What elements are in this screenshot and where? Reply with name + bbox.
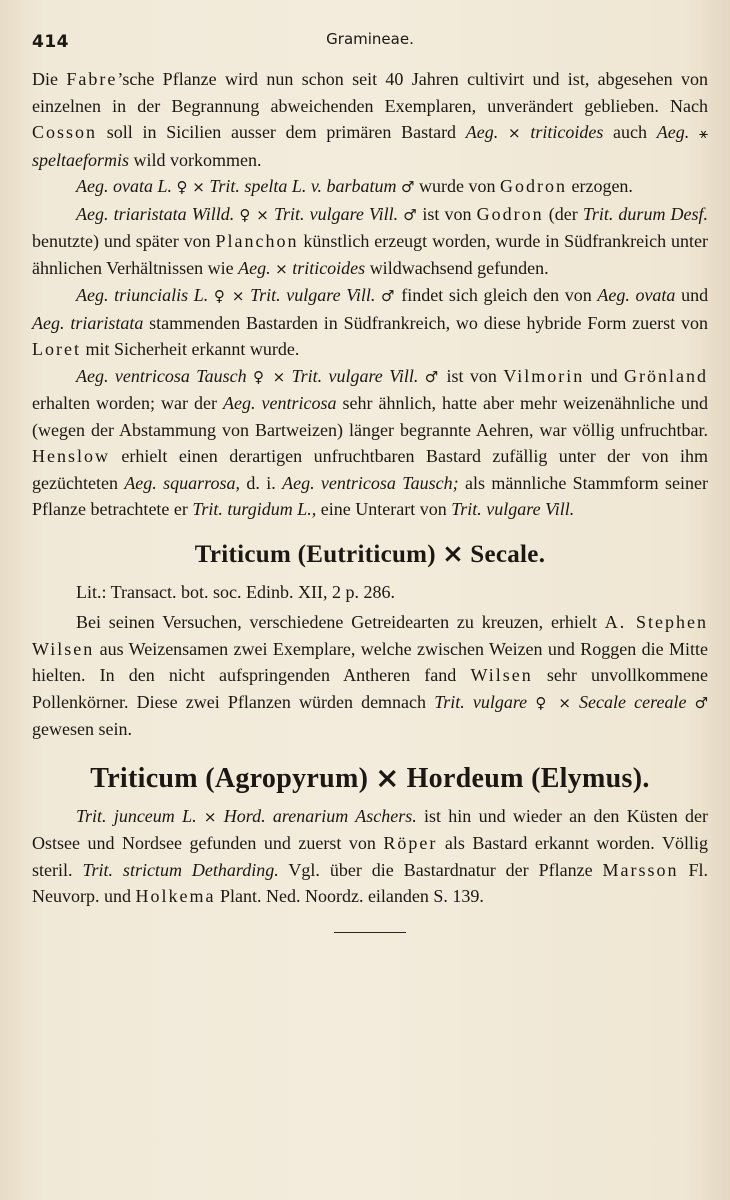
text: wurde von — [414, 176, 500, 196]
text: erzogen. — [566, 176, 633, 196]
taxon-name: Trit. vulgare Vill. — [451, 499, 575, 519]
text: auch — [603, 122, 657, 142]
hybrid-symbol: ♀ ⨯ — [253, 367, 286, 386]
hybrid-symbol: ⨯ — [203, 807, 217, 826]
hybrid-symbol: ⚹ — [699, 124, 709, 142]
text: und — [675, 285, 709, 305]
taxon-name: Aeg. triuncialis L. — [76, 285, 209, 305]
hybrid-symbol: ⨯ — [275, 259, 288, 278]
text: erhielt einen derartigen unfruchtbaren Bastard zufällig unter der von ihm gezüchteten — [32, 446, 708, 493]
taxon-name: Trit. vulgare Vill. — [291, 365, 419, 386]
taxon-name: triticoides — [530, 122, 604, 142]
taxon-name: Trit. vulgare Vill. — [250, 285, 376, 305]
taxon-name: Aeg. squarrosa, — [124, 472, 241, 493]
taxon-name: Aeg. ventricosa Tausch; — [282, 472, 459, 493]
section-heading-triticum-secale: Triticum (Eutriticum) ⨯ Secale. — [194, 540, 546, 568]
text: künstlich erzeugt worden, wurde in Südfrankreich unter ähnlichen Verhältnissen wie — [32, 231, 708, 278]
taxon-name: speltaeformis — [32, 149, 129, 170]
text: Bei seinen Versuchen, verschiedene Getreidearten zu kreuzen, erhielt — [76, 612, 605, 632]
text: als männliche Stammform seiner Pflanze betrachtete er — [32, 472, 708, 519]
author-name: Röper — [383, 833, 438, 853]
taxon-name: Aeg. — [656, 122, 690, 142]
text: ist von — [440, 365, 504, 386]
taxon-name: Aeg. ventricosa Tausch — [76, 365, 247, 386]
text: Die — [32, 69, 67, 89]
paragraph-triticum-secale — [32, 609, 708, 743]
paragraph-aeg-ovata — [32, 173, 708, 201]
male-symbol: ♂ — [403, 205, 418, 224]
taxon-name: Aeg. ventricosa — [223, 393, 337, 413]
hybrid-symbol: ♀ ⨯ — [176, 178, 205, 196]
author-name: Godron — [499, 176, 567, 196]
text: soll in Sicilien ausser dem primären Bastard — [97, 122, 466, 142]
text: sehr ähnlich, hatte aber mehr weizenähnliche und (wegen der Abstammung von Bartweizen) länger begrannte Aehren, war völlig unfruchtbar. — [32, 393, 709, 440]
running-title: Gramineae. — [326, 30, 414, 48]
page-number: 414 — [32, 32, 69, 52]
text: und — [584, 365, 625, 386]
text: erhalten worden; war der — [32, 393, 224, 413]
taxon-name: Aeg. triaristata Willd. — [76, 203, 235, 224]
section-heading-triticum-hordeum: Triticum (Agropyrum) ⨯ Hordeum (Elymus). — [90, 762, 650, 794]
hybrid-symbol: ♀ ⨯ — [239, 205, 269, 224]
literature-reference: Lit.: Transact. bot. soc. Edinb. XII, 2 p. 286. — [76, 581, 395, 602]
author-name: Holkema — [135, 886, 216, 906]
male-symbol: ♂ — [401, 178, 415, 196]
text: findet sich gleich den von — [395, 285, 598, 305]
text: wildwachsend gefunden. — [365, 257, 549, 278]
taxon-name: Aeg. ovata — [597, 285, 676, 305]
taxon-name: Aeg. ovata L. — [76, 176, 172, 196]
end-rule — [334, 932, 406, 933]
taxon-name: Trit. turgidum L., — [192, 499, 317, 519]
text: als Bastard erkannt worden. Völlig steril. — [32, 833, 708, 880]
author-name: Grönland — [624, 365, 709, 386]
author-name: Godron — [476, 203, 544, 224]
author-name: Wilsen — [470, 665, 533, 685]
author-name: Fabre — [66, 69, 118, 89]
author-name: Henslow — [32, 446, 110, 466]
running-head — [32, 22, 708, 66]
paragraph-aeg-ventricosa — [32, 363, 708, 523]
taxon-name: Aeg. — [465, 122, 499, 142]
taxon-name: Secale cereale — [579, 691, 687, 712]
hybrid-symbol: ♀ ⨯ — [213, 287, 245, 305]
text: mit Sicherheit erkannt wurde. — [80, 339, 300, 359]
text: stammenden Bastarden in Südfrankreich, wo diese hybride Form zuerst von — [143, 312, 708, 333]
taxon-name: Trit. durum Desf. — [582, 203, 709, 224]
taxon-name: Aeg. — [238, 257, 271, 278]
text: (der — [543, 203, 583, 224]
text: eine Unterart von — [316, 499, 452, 519]
paragraph-aeg-triuncialis — [32, 282, 708, 363]
taxon-name: Aeg. triaristata — [32, 312, 144, 333]
hybrid-symbol: ♀ ⨯ — [535, 693, 571, 712]
text: benutzte) und später von — [32, 231, 216, 251]
text: gewesen sein. — [32, 719, 132, 739]
text: d. i. — [240, 472, 283, 493]
male-symbol: ♂ — [381, 287, 396, 305]
paragraph-triticum-hordeum — [32, 803, 708, 910]
text: wild vorkommen. — [129, 149, 262, 170]
text: aus Weizensamen zwei Exemplare, welche zwischen Weizen und Roggen die Mitte hielten. In den nicht aufspringenden Antheren fand — [32, 638, 708, 685]
text: Vgl. über die Bastardnatur der Pflanze — [278, 859, 603, 880]
text: ist hin und wieder an den Küsten der Ostsee und Nordsee gefunden und zuerst von — [32, 805, 708, 853]
text: ’sche Pflanze wird nun schon seit 40 Jahren cultivirt und ist, abgesehen von einzelnen in der Begrannung abweichenden Exemplaren, unverändert geblieben. Nach — [32, 69, 708, 116]
author-name: Planchon — [215, 231, 299, 251]
taxon-name: Trit. vulgare Vill. — [273, 203, 399, 224]
taxon-name: Trit. spelta L. v. barbatum — [209, 176, 397, 196]
text: Plant. Ned. Noordz. eilanden S. 139. — [215, 886, 484, 906]
taxon-name: Trit. strictum Detharding. — [82, 859, 279, 880]
author-name: A. Stephen Wilsen — [32, 612, 708, 659]
paragraph-fabre — [32, 66, 708, 173]
taxon-name: triticoides — [292, 257, 366, 278]
taxon-name: Hord. arenarium Aschers. — [223, 805, 417, 826]
male-symbol: ♂ — [424, 367, 441, 386]
author-name: Loret — [32, 339, 81, 359]
body-text — [32, 66, 708, 933]
author-name: Cosson — [32, 122, 98, 142]
text: ist von — [417, 203, 477, 224]
taxon-name: Trit. junceum L. — [76, 805, 197, 826]
text: sehr unvollkommene Pollenkörner. Diese zwei Pflanzen würden demnach — [32, 665, 708, 712]
hybrid-symbol: ⨯ — [508, 124, 521, 142]
male-symbol: ♂ — [694, 693, 709, 712]
taxon-name: Trit. vulgare — [434, 691, 528, 712]
paragraph-aeg-triaristata — [32, 201, 708, 283]
author-name: Vilmorin — [503, 365, 585, 386]
text: Fl. Neuvorp. und — [32, 859, 709, 906]
author-name: Marsson — [602, 859, 679, 880]
